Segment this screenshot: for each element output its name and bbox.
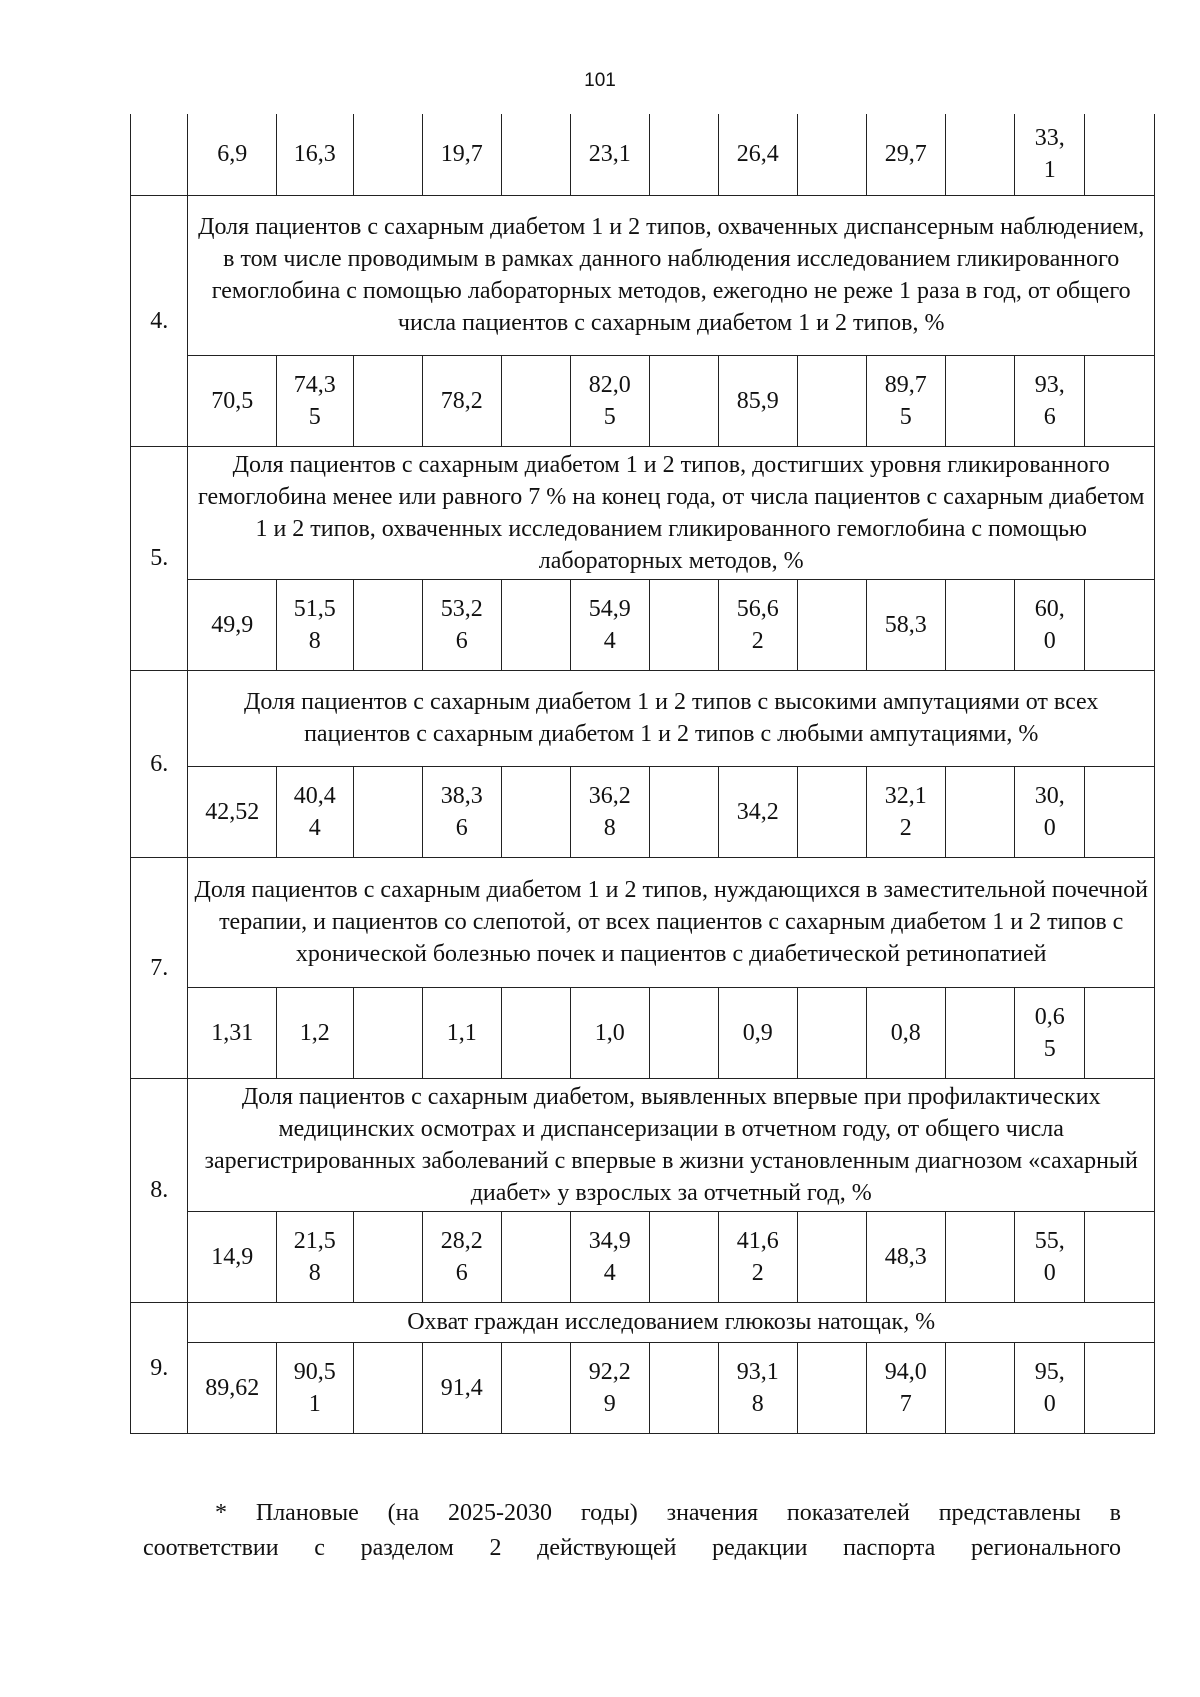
indicator-title-row xyxy=(131,195,1155,355)
value-cell: 90,5 1 xyxy=(276,1342,353,1433)
empty-cell xyxy=(1085,579,1155,670)
indicator-index: 7. xyxy=(131,857,188,1078)
value-cell: 14,9 xyxy=(188,1211,277,1302)
indicator-title-row xyxy=(131,1078,1155,1211)
value-cell: 34,2 xyxy=(718,766,797,857)
empty-cell xyxy=(353,1342,422,1433)
empty-cell xyxy=(353,1211,422,1302)
value-cell: 1,31 xyxy=(188,987,277,1078)
empty-cell xyxy=(797,1342,866,1433)
empty-cell xyxy=(797,355,866,446)
empty-cell xyxy=(649,114,718,195)
empty-cell xyxy=(353,579,422,670)
empty-cell xyxy=(353,355,422,446)
value-cell: 74,3 5 xyxy=(276,355,353,446)
value-cell: 51,5 8 xyxy=(276,579,353,670)
page-number: 101 xyxy=(584,70,616,91)
footnote xyxy=(143,1496,1121,1566)
value-cell: 21,5 8 xyxy=(276,1211,353,1302)
value-cell: 93,1 8 xyxy=(718,1342,797,1433)
value-cell: 1,1 xyxy=(422,987,501,1078)
value-cell: 34,9 4 xyxy=(570,1211,649,1302)
empty-cell xyxy=(1085,987,1155,1078)
value-cell: 55, 0 xyxy=(1014,1211,1084,1302)
indicator-title: Охват граждан исследованием глюкозы натощак, % xyxy=(188,1302,1155,1342)
table-row xyxy=(131,114,1155,195)
indicator-index: 4. xyxy=(131,195,188,446)
indicator-title-row xyxy=(131,446,1155,579)
empty-cell xyxy=(501,114,570,195)
index-cell xyxy=(131,114,188,195)
value-cell: 94,0 7 xyxy=(866,1342,945,1433)
value-cell: 6,9 xyxy=(188,114,277,195)
value-cell: 70,5 xyxy=(188,355,277,446)
value-cell: 30, 0 xyxy=(1014,766,1084,857)
value-cell: 60, 0 xyxy=(1014,579,1084,670)
empty-cell xyxy=(797,1211,866,1302)
indicator-values-row xyxy=(131,987,1155,1078)
indicator-index: 5. xyxy=(131,446,188,670)
value-cell: 54,9 4 xyxy=(570,579,649,670)
indicator-index: 6. xyxy=(131,670,188,857)
indicator-title: Доля пациентов с сахарным диабетом 1 и 2 типов, охваченных диспансерным наблюдением, в том числе проводимым в рамках данного наблюдения исследованием гликированного гемоглобина с помощью лабораторных методов, ежегодно не реже 1 раза в год, от общего числа пациентов с сахарным диабетом 1 и 2 типов, % xyxy=(188,195,1155,355)
empty-cell xyxy=(501,1211,570,1302)
indicator-values-row xyxy=(131,1342,1155,1433)
value-cell: 91,4 xyxy=(422,1342,501,1433)
indicator-values-row xyxy=(131,1211,1155,1302)
indicator-values-row xyxy=(131,766,1155,857)
empty-cell xyxy=(501,355,570,446)
value-cell: 48,3 xyxy=(866,1211,945,1302)
value-cell: 78,2 xyxy=(422,355,501,446)
empty-cell xyxy=(353,987,422,1078)
indicator-values-row xyxy=(131,355,1155,446)
value-cell: 1,0 xyxy=(570,987,649,1078)
empty-cell xyxy=(945,579,1014,670)
footnote-line-1: * Плановые (на 2025-2030 годы) значения показателей представлены в xyxy=(215,1500,1121,1526)
value-cell: 89,7 5 xyxy=(866,355,945,446)
empty-cell xyxy=(797,987,866,1078)
indicator-title-row xyxy=(131,1302,1155,1342)
empty-cell xyxy=(649,355,718,446)
value-cell: 32,1 2 xyxy=(866,766,945,857)
value-cell: 1,2 xyxy=(276,987,353,1078)
empty-cell xyxy=(797,766,866,857)
indicator-title: Доля пациентов с сахарным диабетом 1 и 2 типов, нуждающихся в заместительной почечной терапии, и пациентов со слепотой, от всех пациентов с сахарным диабетом 1 и 2 типов с хронической болезнью почек и пациентов с диабетической ретинопатией xyxy=(188,857,1155,987)
value-cell: 82,0 5 xyxy=(570,355,649,446)
empty-cell xyxy=(501,766,570,857)
empty-cell xyxy=(353,766,422,857)
value-cell: 95, 0 xyxy=(1014,1342,1084,1433)
empty-cell xyxy=(649,579,718,670)
value-cell: 26,4 xyxy=(718,114,797,195)
empty-cell xyxy=(945,987,1014,1078)
value-cell: 85,9 xyxy=(718,355,797,446)
indicator-index: 8. xyxy=(131,1078,188,1302)
indicator-index: 9. xyxy=(131,1302,188,1433)
value-cell: 38,3 6 xyxy=(422,766,501,857)
value-cell: 28,2 6 xyxy=(422,1211,501,1302)
empty-cell xyxy=(1085,355,1155,446)
value-cell: 56,6 2 xyxy=(718,579,797,670)
empty-cell xyxy=(501,1342,570,1433)
empty-cell xyxy=(1085,1342,1155,1433)
empty-cell xyxy=(945,355,1014,446)
indicators-table xyxy=(130,114,1155,1434)
empty-cell xyxy=(649,1211,718,1302)
value-cell: 16,3 xyxy=(276,114,353,195)
empty-cell xyxy=(353,114,422,195)
indicator-title: Доля пациентов с сахарным диабетом 1 и 2 типов с высокими ампутациями от всех пациентов с сахарным диабетом 1 и 2 типов с любыми ампутациями, % xyxy=(188,670,1155,766)
indicator-title-row xyxy=(131,670,1155,766)
indicator-title: Доля пациентов с сахарным диабетом 1 и 2 типов, достигших уровня гликированного гемоглобина менее или равного 7 % на конец года, от числа пациентов с сахарным диабетом 1 и 2 типов, охваченных исследованием гликированного гемоглобина с помощью лабораторных методов, % xyxy=(188,446,1155,579)
value-cell: 42,52 xyxy=(188,766,277,857)
value-cell: 92,2 9 xyxy=(570,1342,649,1433)
table-body xyxy=(131,114,1155,1433)
indicator-title: Доля пациентов с сахарным диабетом, выявленных впервые при профилактических медицинских осмотрах и диспансеризации в отчетном году, от общего числа зарегистрированных заболеваний с впервые в жизни установленным диагнозом «сахарный диабет» у взрослых за отчетный год, % xyxy=(188,1078,1155,1211)
empty-cell xyxy=(945,766,1014,857)
empty-cell xyxy=(797,579,866,670)
indicator-values-row xyxy=(131,579,1155,670)
empty-cell xyxy=(649,987,718,1078)
value-cell: 93, 6 xyxy=(1014,355,1084,446)
empty-cell xyxy=(649,766,718,857)
value-cell: 41,6 2 xyxy=(718,1211,797,1302)
value-cell: 49,9 xyxy=(188,579,277,670)
value-cell: 58,3 xyxy=(866,579,945,670)
empty-cell xyxy=(501,579,570,670)
value-cell: 33, 1 xyxy=(1014,114,1084,195)
value-cell: 0,6 5 xyxy=(1014,987,1084,1078)
empty-cell xyxy=(501,987,570,1078)
value-cell: 40,4 4 xyxy=(276,766,353,857)
indicator-title-row xyxy=(131,857,1155,987)
empty-cell xyxy=(1085,766,1155,857)
empty-cell xyxy=(1085,114,1155,195)
value-cell: 53,2 6 xyxy=(422,579,501,670)
value-cell: 0,9 xyxy=(718,987,797,1078)
empty-cell xyxy=(649,1342,718,1433)
value-cell: 89,62 xyxy=(188,1342,277,1433)
empty-cell xyxy=(945,114,1014,195)
value-cell: 0,8 xyxy=(866,987,945,1078)
empty-cell xyxy=(1085,1211,1155,1302)
value-cell: 36,2 8 xyxy=(570,766,649,857)
empty-cell xyxy=(797,114,866,195)
empty-cell xyxy=(945,1342,1014,1433)
footnote-line-2: соответствии с разделом 2 действующей редакции паспорта регионального xyxy=(143,1535,1121,1561)
value-cell: 29,7 xyxy=(866,114,945,195)
empty-cell xyxy=(945,1211,1014,1302)
value-cell: 23,1 xyxy=(570,114,649,195)
value-cell: 19,7 xyxy=(422,114,501,195)
